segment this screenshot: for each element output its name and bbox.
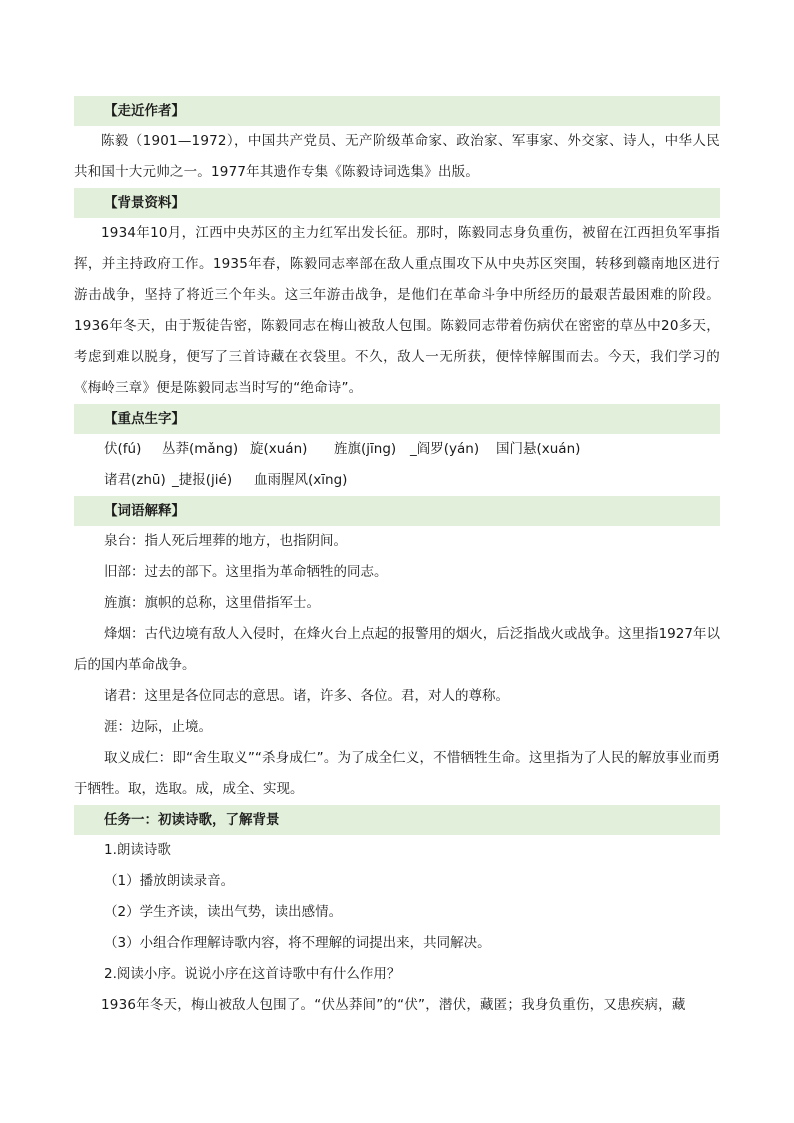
definition-item: 涯：边际，止境。: [104, 719, 212, 735]
section-author-header: 【走近作者】: [74, 96, 720, 126]
section-words-header: 【词语解释】: [74, 496, 720, 526]
char-item: _捷报(jié): [172, 472, 233, 488]
char-item: 伏(fú): [104, 441, 142, 457]
definition-item: 诸君：这里是各位同志的意思。诸，许多、各位。君，对人的尊称。: [104, 688, 509, 704]
definition-item: 旌旗：旗帜的总称，这里借指军士。: [104, 595, 320, 611]
task-answer-paragraph: 1936年冬天，梅山被敌人包围了。“伏丛莽间”的“伏”，潜伏，藏匿；我身负重伤，又患疾病，藏: [101, 997, 686, 1013]
task-item-1: 1.朗读诗歌: [104, 842, 171, 858]
section-background-header: 【背景资料】: [74, 188, 720, 218]
char-item: 诸君(zhū): [104, 472, 166, 488]
char-item: 旋(xuán): [250, 441, 308, 457]
char-item: 旌旗(jīng): [334, 441, 397, 457]
task-item-2: 2.阅读小序。说说小序在这首诗歌中有什么作用？: [104, 966, 401, 982]
task-subitem: （2）学生齐读，读出气势，读出感情。: [104, 904, 343, 920]
task-subitem: （3）小组合作理解诗歌内容，将不理解的词提出来，共同解决。: [104, 935, 491, 951]
chars-row-1: [74, 434, 720, 465]
definition-item: 取义成仁：即“舍生取义”“杀身成仁”。为了成全仁义，不惜牺牲生命。这里指为了人民的解放事业而勇于牺牲。取，选取。成，成全、实现。: [74, 750, 720, 797]
definition-item: 烽烟：古代边境有敌人入侵时，在烽火台上点起的报警用的烟火，后泛指战火或战争。这里指1927年以后的国内革命战争。: [74, 626, 720, 673]
section-task1-header: 任务一：初读诗歌，了解背景: [74, 805, 720, 835]
section-chars-header: 【重点生字】: [74, 404, 720, 434]
char-item: 国门悬(xuán): [496, 441, 581, 457]
background-paragraph: 1934年10月，江西中央苏区的主力红军出发长征。那时，陈毅同志身负重伤，被留在江西担负军事指挥，并主持政府工作。1935年春，陈毅同志率部在敌人重点围攻下从中央苏区突围，转移到赣南地区进行游击战争，坚持了将近三个年头。这三年游击战争，是他们在革命斗争中所经历的最艰苦最困难的阶段。1936年冬天，由于叛徒告密，陈毅同志在梅山被敌人包围。陈毅同志带着伤病伏在密密的草丛中20多天，考虑到难以脱身，便写了三首诗藏在衣袋里。不久，敌人一无所获，便悻悻解围而去。今天，我们学习的《梅岭三章》便是陈毅同志当时写的“绝命诗”。: [74, 225, 720, 396]
author-paragraph: 陈毅（1901—1972），中国共产党员、无产阶级革命家、政治家、军事家、外交家、诗人，中华人民共和国十大元帅之一。1977年其遗作专集《陈毅诗词选集》出版。: [74, 133, 720, 180]
document-page: [74, 96, 720, 1021]
task-subitem: （1）播放朗读录音。: [104, 873, 235, 889]
chars-row-2: [74, 465, 720, 496]
char-item: _阎罗(yán): [410, 441, 480, 457]
char-item: 血雨腥风(xīng): [254, 472, 348, 488]
definition-item: 旧部：过去的部下。这里指为革命牺牲的同志。: [104, 564, 388, 580]
definition-item: 泉台：指人死后埋葬的地方，也指阴间。: [104, 533, 347, 549]
char-item: 丛莽(mǎng): [162, 441, 239, 457]
